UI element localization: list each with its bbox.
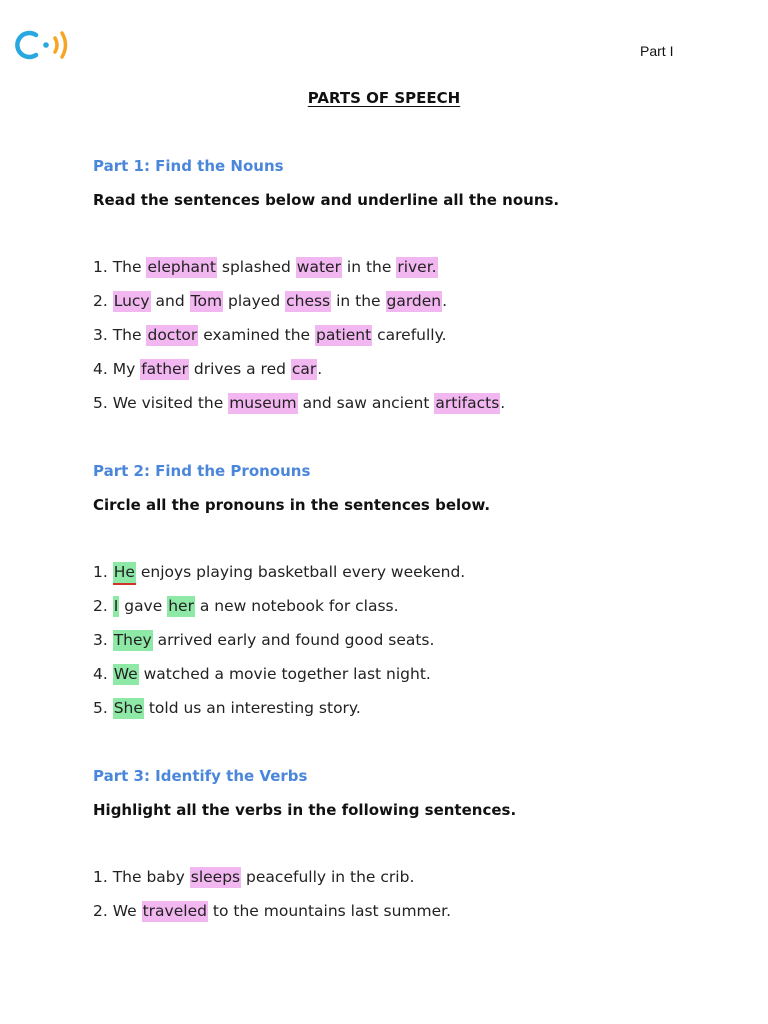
sentence xyxy=(93,699,361,717)
highlighted-word: She xyxy=(113,699,143,717)
highlighted-word: traveled xyxy=(142,902,207,920)
highlighted-word: garden xyxy=(386,292,442,310)
sentence xyxy=(93,631,434,649)
sentence-text: 1. The baby xyxy=(93,868,190,886)
sentence-text: enjoys playing basketball every weekend. xyxy=(135,563,466,581)
highlighted-word: father xyxy=(141,360,188,378)
sentence-text: arrived early and found good seats. xyxy=(152,631,435,649)
sentence-text: gave xyxy=(119,597,168,615)
brand-logo-icon xyxy=(14,27,74,63)
highlighted-word: sleeps xyxy=(190,868,241,886)
highlighted-word: Lucy xyxy=(113,292,150,310)
sentence-text: 3. xyxy=(93,631,113,649)
highlighted-word: doctor xyxy=(147,326,198,344)
sentence xyxy=(93,394,505,412)
highlighted-word: car xyxy=(291,360,317,378)
page-title: PARTS OF SPEECH xyxy=(307,89,461,107)
highlighted-word: I xyxy=(113,597,119,615)
sentence-text: in the xyxy=(331,292,386,310)
section-heading-verbs: Part 3: Identify the Verbs xyxy=(93,767,308,785)
sentence-text: and saw ancient xyxy=(297,394,435,412)
highlighted-word: patient xyxy=(316,326,372,344)
highlighted-word: museum xyxy=(229,394,297,412)
section-instruction-pronouns: Circle all the pronouns in the sentences below. xyxy=(93,496,491,514)
sentence-text: 2. We xyxy=(93,902,142,920)
highlighted-word: We xyxy=(113,665,138,683)
sentence-text: peacefully in the crib. xyxy=(241,868,415,886)
sentence-text: played xyxy=(223,292,286,310)
sentence-text: . xyxy=(317,360,323,378)
sentence-text: drives a red xyxy=(188,360,291,378)
sentence xyxy=(93,292,447,310)
sentence xyxy=(93,868,414,886)
section-heading-nouns: Part 1: Find the Nouns xyxy=(93,157,284,175)
highlighted-word: her xyxy=(168,597,194,615)
sentence-text: 4. My xyxy=(93,360,141,378)
sentence-text: 3. The xyxy=(93,326,147,344)
highlighted-word: water xyxy=(296,258,341,276)
sentence-text: examined the xyxy=(198,326,316,344)
sentence xyxy=(93,326,447,344)
highlighted-word: elephant xyxy=(147,258,216,276)
sentence xyxy=(93,902,451,920)
sentence-text: splashed xyxy=(216,258,296,276)
sentence-text: in the xyxy=(341,258,397,276)
sentence xyxy=(93,665,431,683)
sentence xyxy=(93,563,465,581)
sentence-text: 1. xyxy=(93,563,113,581)
sentence-text: 2. xyxy=(93,292,113,310)
highlighted-word: They xyxy=(113,631,152,649)
sentence-text: . xyxy=(442,292,448,310)
sentence-text: told us an interesting story. xyxy=(143,699,361,717)
sentence-text: 5. xyxy=(93,699,113,717)
section-heading-pronouns: Part 2: Find the Pronouns xyxy=(93,462,311,480)
sentence-text: 2. xyxy=(93,597,113,615)
section-instruction-verbs: Highlight all the verbs in the following sentences. xyxy=(93,801,517,819)
sentence-text: and xyxy=(150,292,190,310)
sentence-text: a new notebook for class. xyxy=(194,597,399,615)
sentence xyxy=(93,597,399,615)
highlighted-word: artifacts xyxy=(435,394,500,412)
sentence-text: . xyxy=(500,394,506,412)
sentence-text: to the mountains last summer. xyxy=(207,902,452,920)
highlighted-word: river. xyxy=(397,258,437,276)
highlighted-word: He xyxy=(113,562,136,585)
sentence-text: 4. xyxy=(93,665,113,683)
sentence-text: 1. The xyxy=(93,258,147,276)
highlighted-word: chess xyxy=(286,292,331,310)
sentence-text: carefully. xyxy=(372,326,447,344)
highlighted-word: Tom xyxy=(190,292,223,310)
sentence xyxy=(93,360,322,378)
sentence-text: 5. We visited the xyxy=(93,394,229,412)
sentence-text: watched a movie together last night. xyxy=(138,665,431,683)
section-instruction-nouns: Read the sentences below and underline all the nouns. xyxy=(93,191,560,209)
part-label: Part I xyxy=(640,43,674,59)
sentence xyxy=(93,258,438,276)
